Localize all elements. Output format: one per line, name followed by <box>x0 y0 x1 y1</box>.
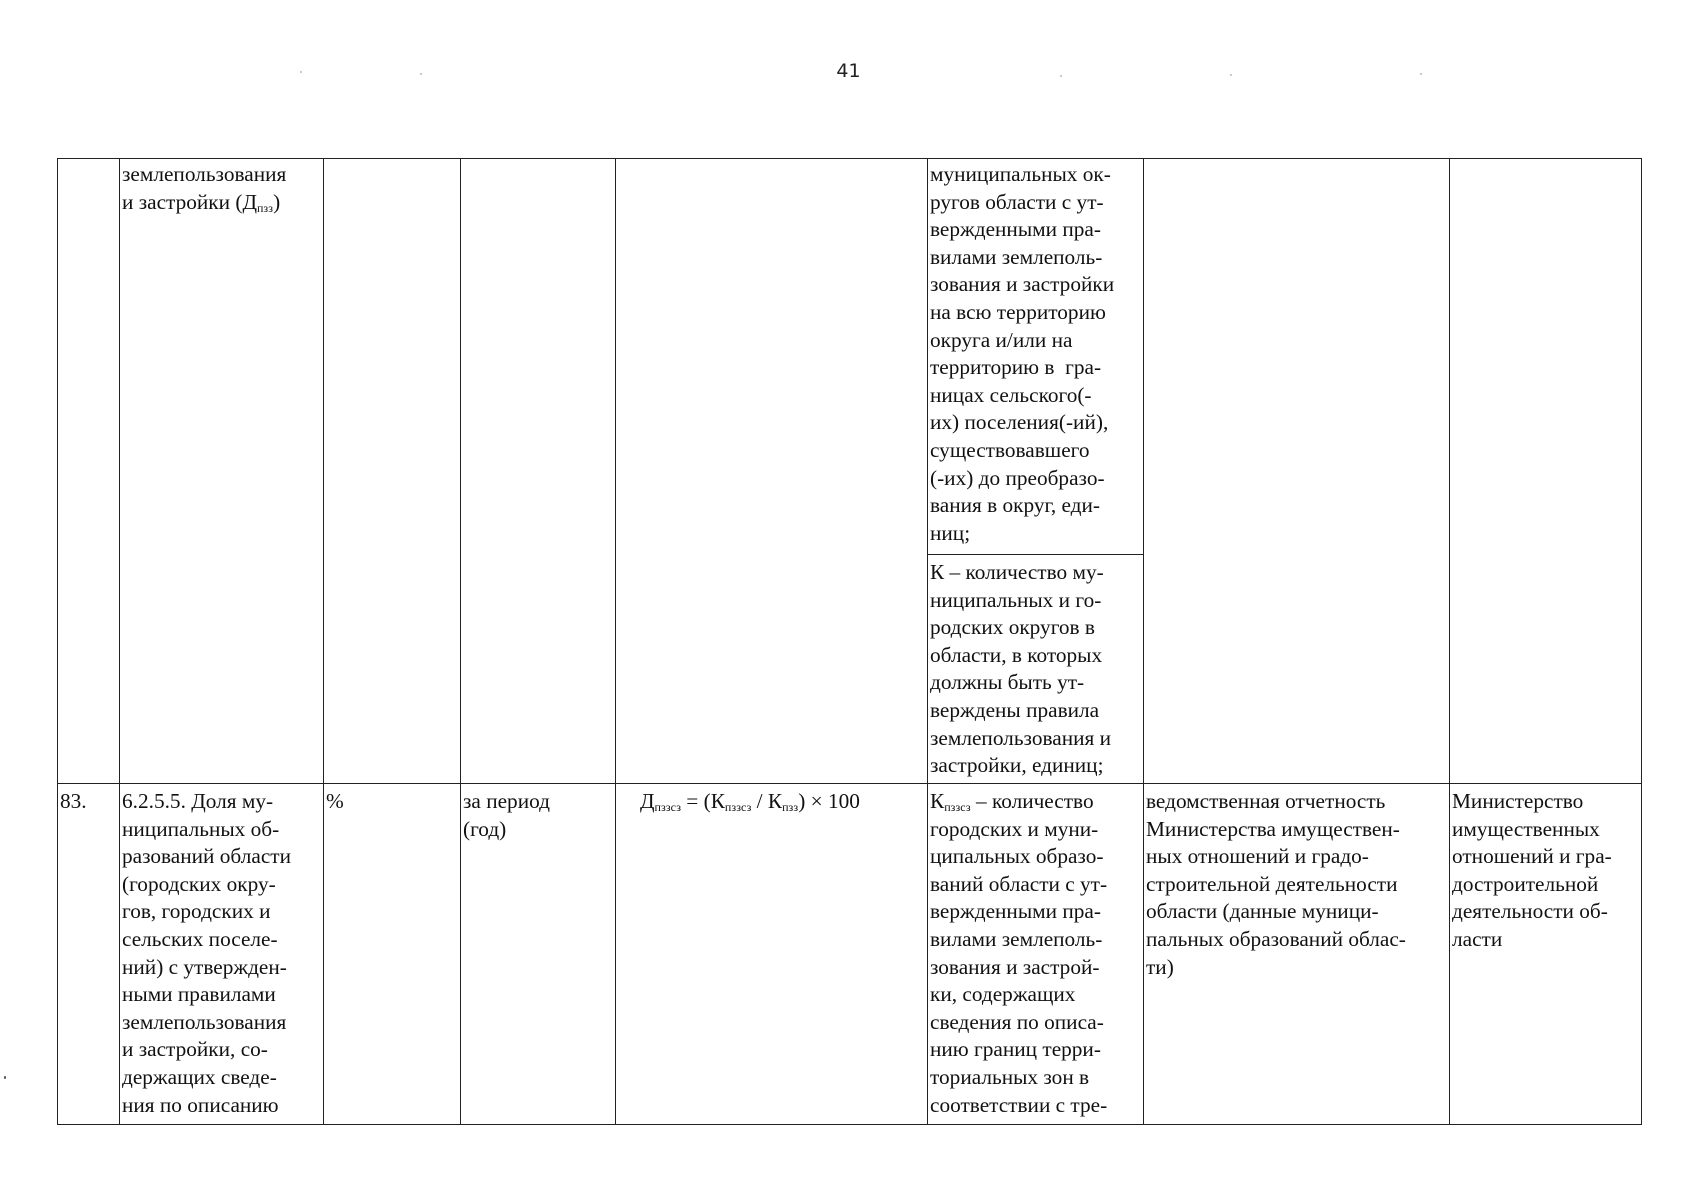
scan-speck <box>4 1076 6 1079</box>
table-border-top <box>57 158 1642 159</box>
variables-description-cell <box>930 788 1107 1119</box>
indicator-name-line: и застройки (Д <box>122 189 257 214</box>
responsible-body-cell: Министерство имущественных отношений и гра- достроительной деятельности об- ласти <box>1452 789 1612 951</box>
formula-symbol: Д <box>640 789 655 813</box>
column-rule <box>927 158 928 1125</box>
variables-description-cell: муниципальных ок- ругов области с ут- вержденными пра- вилами землеполь- зования и застройки на всю территорию округа и/или на территорию в гра- ницах сельского(- их) поселения(-ий), существовавшего (-их) до преобразо- вания в округ, еди- ниц; <box>930 162 1115 545</box>
page-number: 41 <box>836 60 861 82</box>
formula-cell <box>640 788 860 816</box>
column-rule <box>119 158 120 1125</box>
formula-operator: / К <box>751 789 783 813</box>
scan-speck <box>420 73 422 75</box>
unit-cell: % <box>326 789 344 813</box>
variable-subscript: пззсз <box>944 800 971 814</box>
formula-subscript: пззсз <box>654 800 681 814</box>
table-border-right <box>1641 158 1642 1125</box>
data-source-cell: ведомственная отчетность Министерства имуществен- ных отношений и градо- строительной деятельности области (данные муници- пальных образований облас- ти) <box>1146 789 1406 979</box>
scan-speck <box>1230 74 1232 76</box>
formula-operator: = (К <box>680 789 725 813</box>
scan-speck <box>1060 75 1062 77</box>
indicator-name-cell: 6.2.5.5. Доля му- ниципальных об- разований области (городских окру- гов, городских и сельских поселе- ний) с утвержден- ными правилами землепользования и застройки, со- держащих сведе- ния по описанию <box>122 789 291 1117</box>
indicator-name-cell <box>122 161 286 216</box>
variable-definition: городских и муни- ципальных образо- ваний области с ут- вержденными пра- вилами землеполь- зования и застрой- ки, содержащих сведения по описа- нию границ терри- ториальных зон в соответствии с тре- <box>930 816 1108 1117</box>
variable-symbol: К <box>930 789 945 813</box>
indicator-name-line: землепользования <box>122 162 287 186</box>
table-border-bottom <box>57 1124 1642 1125</box>
formula-tail: ) × 100 <box>798 789 860 813</box>
variable-definition: – количество <box>970 789 1094 813</box>
row-number: 83. <box>60 789 87 813</box>
column-rule <box>1449 158 1450 1125</box>
cell-divider <box>927 554 1143 555</box>
table-border-left <box>57 158 58 1125</box>
indicator-symbol-subscript: пзз <box>257 200 274 215</box>
column-rule <box>323 158 324 1125</box>
scan-speck <box>300 71 302 73</box>
variables-description-cell: К – количество му- ниципальных и го- родских округов в области, в которых должны быть ут- верждены правила землепользования и застройки, единиц; <box>930 560 1112 778</box>
column-rule <box>460 158 461 1125</box>
formula-subscript: пзз <box>782 800 799 814</box>
indicator-table <box>57 158 1642 1125</box>
indicator-name-tail: ) <box>273 189 281 214</box>
row-divider <box>57 783 1642 784</box>
column-rule <box>615 158 616 1125</box>
formula-subscript: пззсз <box>724 800 752 814</box>
period-cell: за период (год) <box>463 789 550 841</box>
scan-speck <box>1420 73 1422 75</box>
column-rule <box>1143 158 1144 1125</box>
